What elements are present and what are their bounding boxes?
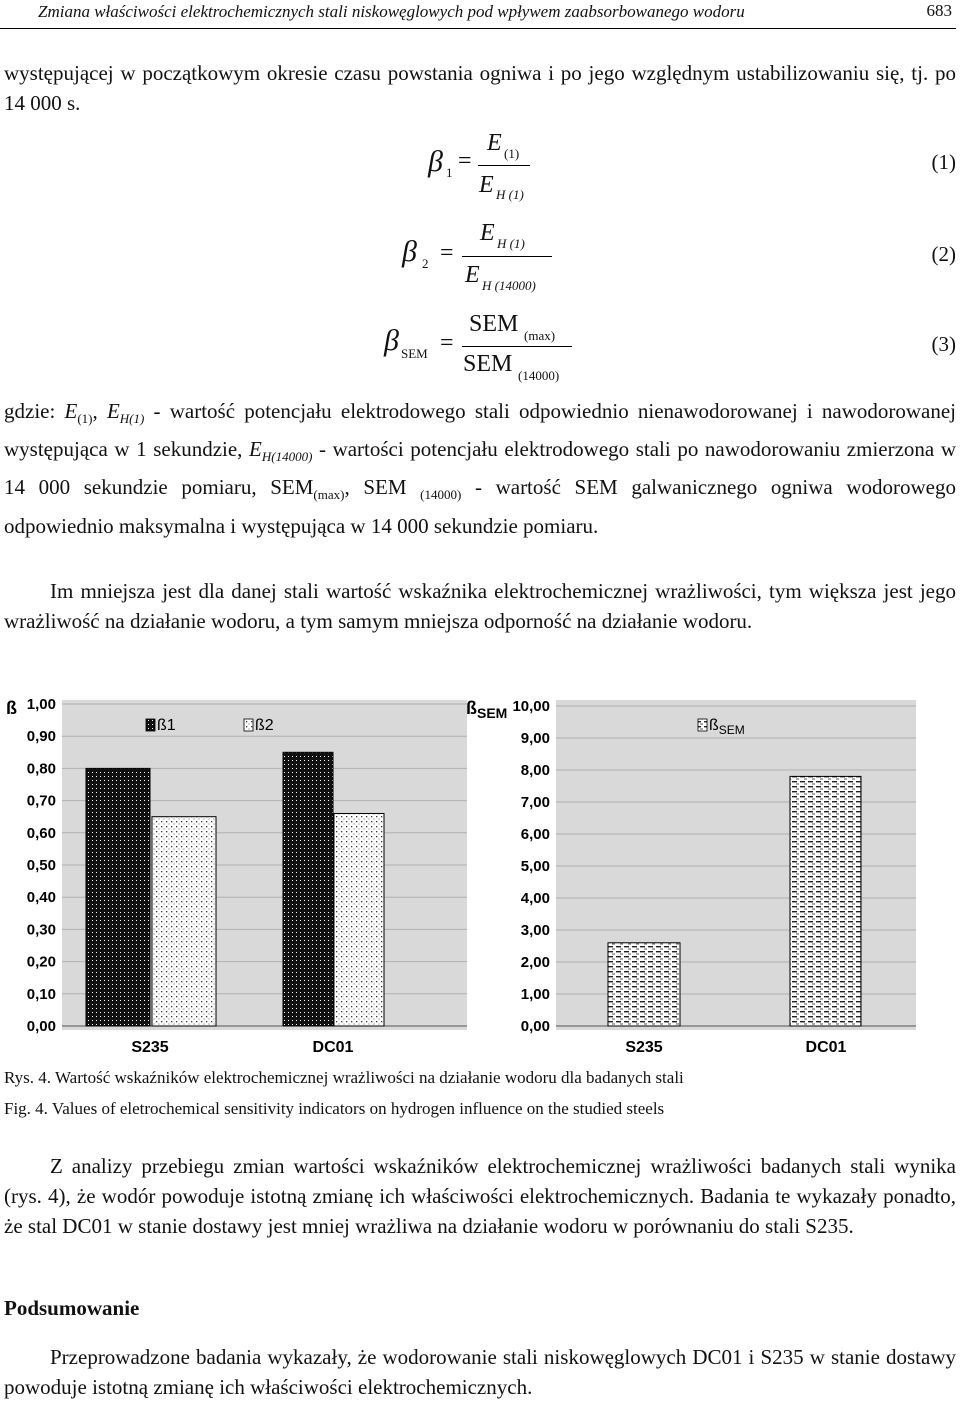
beta-sem-y-tick-label: 3,00 [520,922,550,939]
beta-y-tick-label: 0,90 [26,728,56,746]
beta-sem-x-tick-label: DC01 [805,1039,847,1056]
intro-paragraph: występującej w początkowym okresie czasu powstania ogniwa i po jego względnym ustabilizowaniu się, tj. po 14 000 s. [4,61,956,115]
eq1-num-base: E [487,130,502,156]
def-sub-4: (max) [313,487,345,503]
eq1-den-sub: H (1) [496,187,524,202]
eq3-num-base: SEM [469,311,519,337]
eq3-den-sub: (14000) [518,368,560,383]
beta-sem-y-tick-label: 8,00 [520,762,550,779]
beta-sem-y-tick-label: 10,00 [512,698,550,715]
eq3-beta-sub: SEM [401,346,428,361]
beta-bar-s235-s2 [152,817,216,1026]
eq2-number: (2) [931,242,956,266]
running-header [0,0,956,29]
def-symbol-eh14000: E [249,437,262,462]
figure-4 [0,680,960,1065]
running-title: Zmiana właściwości elektrochemicznych stali niskowęglowych pod wpływem zaabsorbowanego wodoru [38,2,745,21]
beta-sem-y-tick-label: 4,00 [520,890,550,907]
beta-x-tick-label: S235 [131,1039,169,1056]
figure-caption-en: Fig. 4. Values of eletrochemical sensitivity indicators on hydrogen influence on the studied steels [4,1099,665,1118]
beta-y-tick-label: 0,30 [26,921,56,939]
beta-sem-y-tick-label: 6,00 [520,826,550,843]
beta-sem-y-tick-label: 7,00 [520,794,550,811]
def-sub-3: H(14000) [261,449,313,465]
eq2-num-sub: H (1) [497,236,525,251]
beta-bar-dc01-s1 [283,752,333,1026]
beta-sem-y-tick-label: 5,00 [520,858,550,875]
def-part-6: - wartość SEM galwanicznego ogniwa wodorowego odpowiednio maksymalna i występująca w 14 000 sekundzie pomiaru. [4,475,956,538]
beta-sem-bar-dc01-s1 [790,776,861,1026]
beta-y-tick-label: 0,10 [26,985,56,1003]
def-part-3: - wartość potencjału elektrodowego stali odpowiednio nienawodorowanej i nawodorowanej występująca w 1 sekundzie, [4,399,957,462]
eq3-equals: = [440,330,454,356]
y-axis-label-beta: ß [6,698,17,718]
beta-y-tick-label: 0,60 [26,824,56,842]
paragraph-summary: Przeprowadzone badania wykazały, że wodorowanie stali niskowęglowych DC01 i S235 w stanie dostawy powoduje istotną zmianę ich właściwości elektrochemicznych. [4,1345,956,1399]
y-axis-label-beta-sem: $ß_{SEM}$ [466,698,508,721]
beta-y-tick-label: 1,00 [26,696,56,713]
eq3-fraction-bar [462,346,572,347]
page-number: 683 [926,1,952,20]
beta-sem-bar-s235-s1 [608,943,680,1026]
beta-x-tick-label: DC01 [312,1039,354,1056]
eq1-equals: = [458,148,472,174]
definitions-paragraph [4,396,956,541]
eq2-equals: = [440,240,454,266]
beta-y-tick-label: 0,80 [26,760,56,778]
beta-sem-y-tick-label: 9,00 [520,730,550,747]
legend-label-beta-sem: $ß_{SEM}$ [709,717,745,737]
beta-sem-y-tick-label: 1,00 [520,986,550,1003]
def-sub-1: (1) [77,411,93,427]
def-part-5: , SEM [344,475,421,500]
chart-beta-sem [466,698,916,1056]
eq2-beta: β [402,235,417,268]
def-sub-5: (14000) [420,487,462,503]
beta-y-tick-label: 0,20 [26,953,56,971]
beta-sem-y-tick-label: 0,00 [520,1018,550,1035]
def-symbol-e1: E [64,399,78,423]
paragraph-sensitivity: Im mniejsza jest dla danej stali wartość wskaźnika elektrochemicznej wrażliwości, tym większa jest jego wrażliwość na działanie wodoru, a tym samym mniejsza odporność na działanie wodoru. [4,579,956,633]
eq2-den-base: E [465,262,480,288]
beta-bar-s235-s1 [86,768,150,1026]
eq2-num-base: E [480,220,495,246]
legend-swatch-beta-sem [698,719,707,731]
def-part-2: , [92,399,107,423]
def-symbol-eh1: E [106,399,120,423]
beta-y-tick-label: 0,50 [26,857,56,874]
eq3-den-base: SEM [463,351,513,377]
eq1-den-base: E [479,172,494,198]
beta-y-tick-label: 0,00 [26,1018,56,1035]
beta-y-tick-label: 0,40 [26,889,56,907]
section-heading-summary: Podsumowanie [4,1296,140,1320]
eq2-fraction-bar [462,256,552,257]
beta-sem-x-tick-label: S235 [625,1039,663,1056]
def-part-4: - wartości potencjału elektrodowego stali po nawodorowaniu zmierzona w 14 000 sekundzie pomiaru, SEM [4,437,956,500]
eq2-beta-sub: 2 [422,256,429,271]
beta-bar-dc01-s2 [334,813,384,1026]
figure-caption-pl: Rys. 4. Wartość wskaźników elektrochemicznej wrażliwości na działanie wodoru dla badanych stali [4,1068,684,1087]
legend-label-beta2: ß2 [255,717,274,734]
def-sub-2: H(1) [119,411,145,427]
legend-label-beta1: ß1 [157,717,176,734]
beta-y-tick-label: 0,70 [26,792,56,810]
eq1-number: (1) [931,150,956,174]
eq1-beta: β [428,145,443,178]
legend-swatch-beta2 [244,719,253,731]
eq2-den-sub: H (14000) [482,278,536,293]
chart-beta [6,696,467,1056]
def-part-1: gdzie: [4,399,65,423]
eq3-number: (3) [931,332,956,356]
eq3-beta: β [384,324,399,357]
legend-swatch-beta1 [146,719,155,731]
eq1-beta-sub: 1 [446,165,453,180]
beta-sem-y-tick-label: 2,00 [520,954,550,971]
paragraph-analysis: Z analizy przebiegu zmian wartości wskaźników elektrochemicznej wrażliwości badanych stali wynika (rys. 4), że wodór powoduje istotną zmianę ich właściwości elektrochemicznych. Badania te wykazały ponadto, że stal DC01 w stanie dostawy jest mniej wrażliwa na działanie wodoru w porównaniu do stali S235. [4,1154,956,1238]
eq1-num-sub: (1) [504,146,520,161]
eq1-fraction-bar [478,165,530,166]
eq3-num-sub: (max) [524,328,556,343]
